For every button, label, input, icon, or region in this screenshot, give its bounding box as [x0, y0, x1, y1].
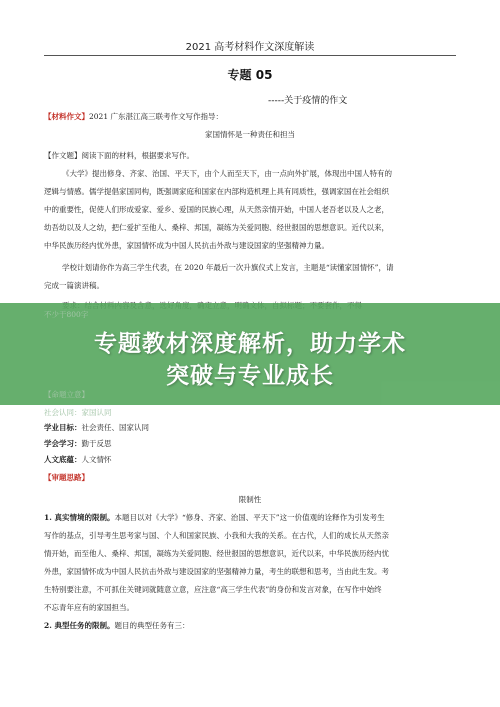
task-line: 完成一篇演讲稿。	[44, 281, 104, 290]
analysis-item2-text: 题目的典型任务有三：	[114, 621, 190, 630]
theme-row-value: 人文情怀	[81, 455, 112, 464]
material-source: 2021 广东湛江高三联考作文写作指导：	[89, 112, 223, 121]
paragraph-line: 《大学》提出修身、齐家、治国、平天下，由个人而至天下，由一点向外扩展，体现出中国人特有的	[62, 169, 392, 178]
banner-underlying-fragment: 不少于800字	[44, 310, 89, 319]
theme-row-value: 勤于反思	[81, 439, 112, 448]
theme-faded-row: 社会认同：家国认同	[44, 408, 112, 417]
banner-headline-line1: 专题教材深度解析，助力学术	[94, 331, 406, 357]
material-heading	[44, 111, 223, 122]
paragraph-line: 中华民族历经内忧外患，家国情怀成为中国人民抗击外敌与建设国家的坚强精神力量。	[44, 241, 329, 250]
banner-headline-line2: 突破与专业成长	[166, 363, 334, 389]
theme-row	[44, 422, 149, 433]
topic-subtitle: -----关于疫情的作文	[268, 96, 348, 106]
material-center-title: 家国情怀是一种责任和担当	[205, 130, 295, 139]
paragraph-line: 中的重要性，促使人们形成爱家、爱乡、爱国的民族心理，从天然亲情开始，中国人老吾老以及人之老，	[44, 205, 389, 214]
theme-row-label: 学业目标：	[44, 423, 82, 432]
topic-title: 专题 05	[227, 68, 273, 82]
theme-row-label: 学会学习：	[44, 439, 82, 448]
running-header: 2021 高考材料作文深度解读	[185, 42, 315, 53]
essay-prompt: 【作文题】阅读下面的材料，根据要求写作。	[44, 151, 194, 160]
theme-row-label: 人文底蕴：	[44, 455, 82, 464]
theme-row-value: 社会责任、国家认同	[81, 423, 149, 432]
analysis-item1-head: 1. 真实情境的限制。	[44, 513, 115, 522]
analysis-tag: 【审题思路】	[44, 473, 89, 482]
analysis-item2	[44, 620, 189, 631]
analysis-line: 外患，家国情怀成为中国人民抗击外敌与建设国家的坚强精神力量，考生的联想和思考，当由此生发。考	[44, 567, 389, 576]
material-tag: 【材料作文】	[44, 112, 89, 121]
header-rule	[44, 55, 456, 56]
analysis-line: 写作的基点，引导考生思考家与国、个人和国家民族、小我和大我的关系。在古代，人们的成长从天然亲	[44, 531, 389, 540]
analysis-line: 本题目以对《大学》“修身、齐家、治国、平天下”这一价值观的诠释作为引发考生	[114, 513, 385, 522]
analysis-item2-head: 2. 典型任务的限制。	[44, 621, 115, 630]
analysis-item1-first-line	[44, 512, 385, 523]
paragraph-line: 逻辑与情感。儒学提倡家国同构，既强调家庭和国家在内部构造机理上具有同质性，强调家国在社会组织	[44, 187, 389, 196]
analysis-center-title: 限制性	[238, 495, 262, 504]
analysis-line: 生特别要注意，不可抓住关键词就随意立意，应注意“高三学生代表”的身份和发言对象，在写作中始终	[44, 585, 382, 594]
analysis-line: 情开始，而至他人、桑梓、邦国，凝练为关爱同胞、经世报国的思想意识，近代以来，中华民族历经内忧	[44, 549, 389, 558]
theme-row	[44, 438, 112, 449]
task-line: 学校计划请你作为高三学生代表，在 2020 年最后一次升旗仪式上发言，主题是“读懂家国情怀”，请	[62, 263, 394, 272]
theme-faded-line	[44, 389, 89, 400]
analysis-line: 不忘青年应有的家国担当。	[44, 603, 134, 612]
theme-row	[44, 454, 112, 465]
promo-banner	[0, 303, 500, 405]
paragraph-line: 幼吾幼以及人之幼，把仁爱扩至他人、桑梓、邦国，凝练为关爱同胞、经世报国的思想意识。近代以来，	[44, 223, 389, 232]
theme-tag: 【命题立意】	[44, 390, 89, 399]
